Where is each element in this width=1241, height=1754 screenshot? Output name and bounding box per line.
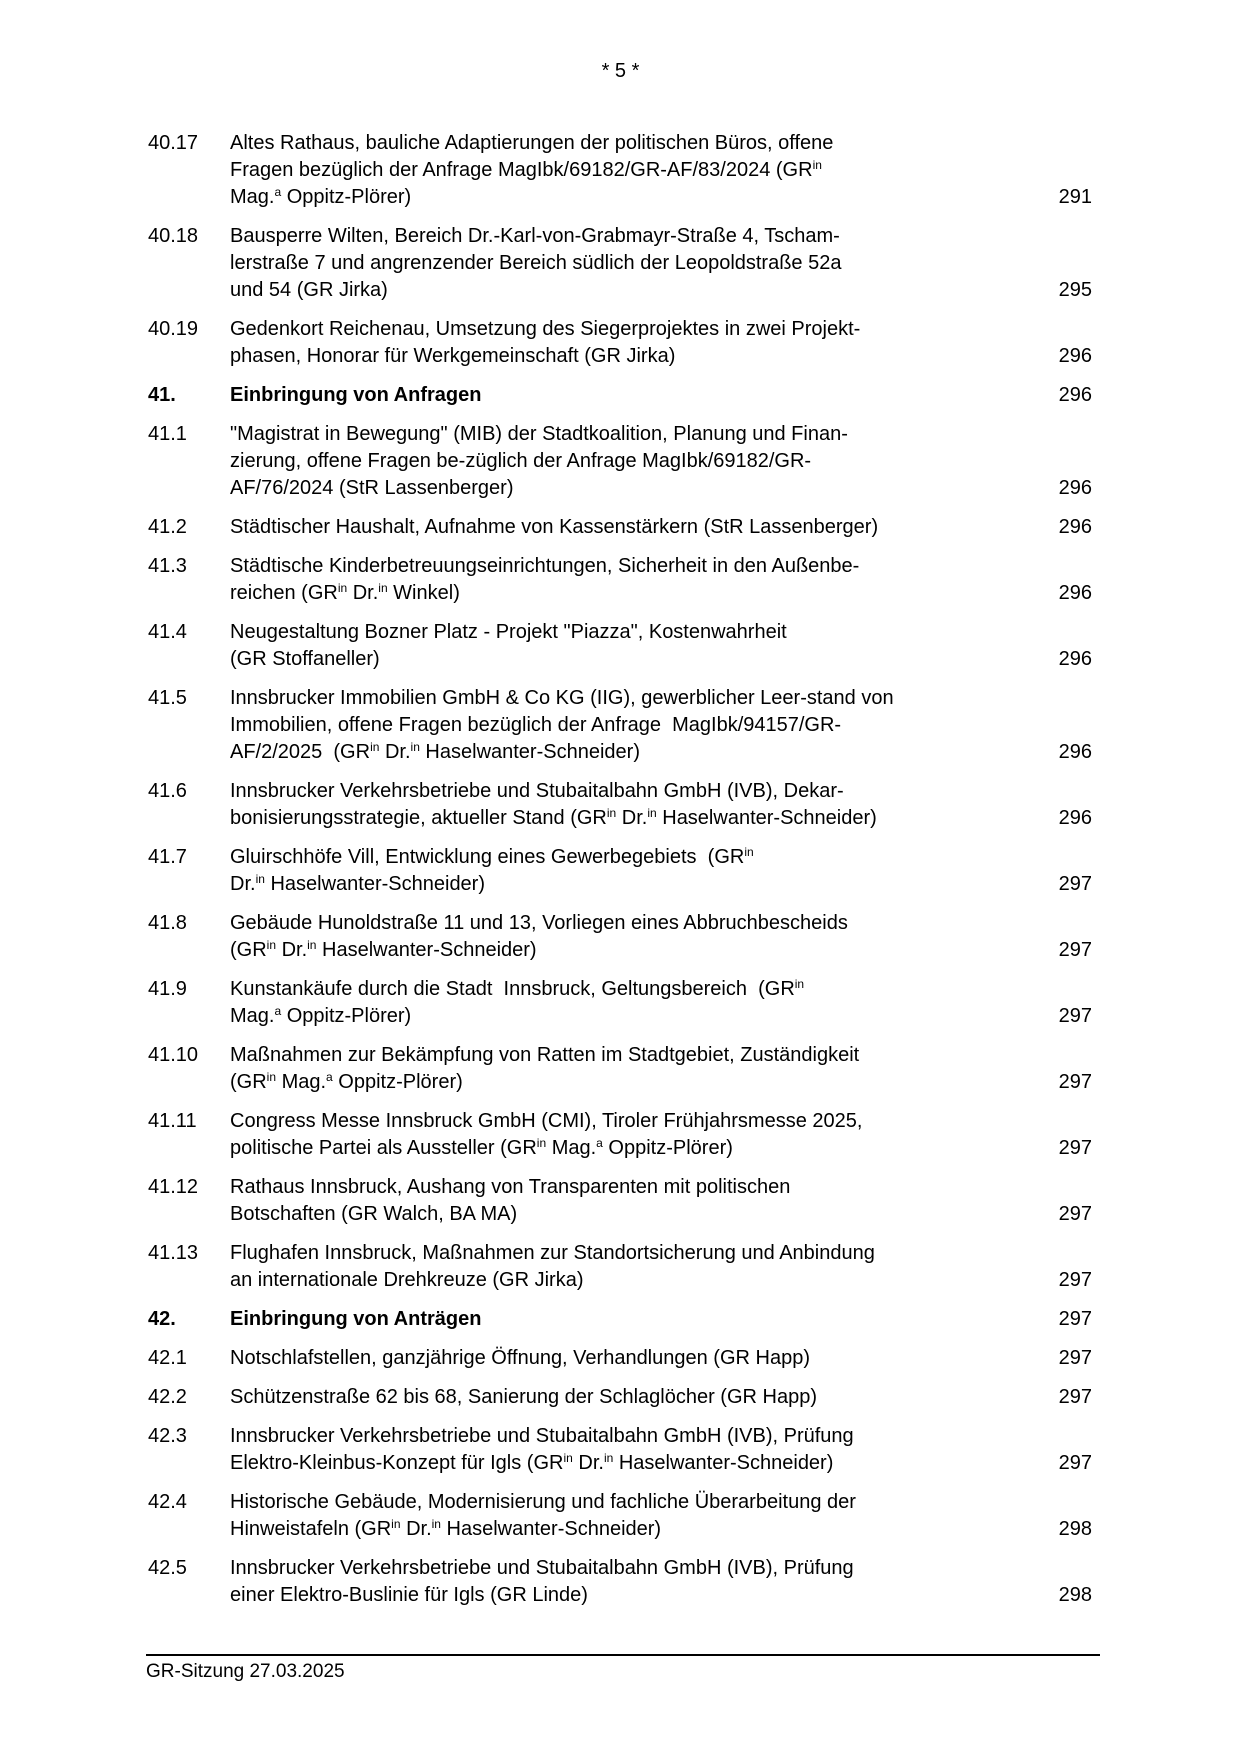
- footer-divider: [146, 1654, 1100, 1656]
- item-page-number: 291: [1058, 186, 1092, 208]
- item-text-line: Dr.$^{in}$ Haselwanter-Schneider): [230, 872, 486, 895]
- toc-item: [148, 910, 1092, 964]
- item-page-number: 298: [1058, 1584, 1092, 1606]
- item-number: 42.: [148, 1308, 176, 1330]
- item-text: [230, 1489, 1032, 1543]
- item-text-line: Gluirschhöfe Vill, Entwicklung eines Gewerbegebiets ($GR^{in}$: [230, 845, 754, 868]
- item-text-line: AF/2/2025 ($GR^{in}$ Dr.$^{in}$ Haselwanter-Schneider): [230, 740, 640, 763]
- toc-item: [148, 553, 1092, 607]
- item-page-number: 297: [1058, 1347, 1092, 1369]
- item-text-line: Kunstankäufe durch die Stadt Innsbruck, Geltungsbereich ($GR^{in}$: [230, 977, 805, 1000]
- item-text-line: Innsbrucker Verkehrsbetriebe und Stubaitalbahn GmbH (IVB), Prüfung: [230, 1425, 854, 1447]
- toc-item: [148, 685, 1092, 766]
- item-number: 42.1: [148, 1347, 187, 1369]
- item-text: [230, 1555, 1032, 1609]
- item-text-line: Mag.$^a$ Oppitz-Plörer): [230, 1004, 412, 1027]
- item-text: [230, 553, 1032, 607]
- item-text-line: ($GR^{in}$ Mag.$^a$ Oppitz-Plörer): [230, 1070, 463, 1093]
- item-text: [230, 1042, 1032, 1096]
- item-text-line: Congress Messe Innsbruck GmbH (CMI), Tiroler Frühjahrsmesse 2025,: [230, 1110, 863, 1132]
- item-number: 41.6: [148, 780, 187, 802]
- item-text-line: reichen ($GR^{in}$ Dr.$^{in}$ Winkel): [230, 581, 460, 604]
- toc-item: [148, 1489, 1092, 1543]
- toc-item: [148, 1042, 1092, 1096]
- item-text-line: Flughafen Innsbruck, Maßnahmen zur Standortsicherung und Anbindung: [230, 1242, 875, 1264]
- toc-item: [148, 619, 1092, 673]
- item-text: [230, 619, 1032, 673]
- item-text-line: Fragen bezüglich der Anfrage MagIbk/69182/GR-AF/83/2024 ($GR^{in}$: [230, 158, 822, 181]
- item-number: 41.13: [148, 1242, 199, 1264]
- item-number: 41.8: [148, 912, 187, 934]
- item-text-line: zierung, offene Fragen be-züglich der Anfrage MagIbk/69182/GR-: [230, 450, 812, 472]
- item-text-line: Mag.$^a$ Oppitz-Plörer): [230, 185, 412, 208]
- item-text-line: Einbringung von Anfragen: [230, 384, 482, 406]
- item-number: 41.7: [148, 846, 187, 868]
- toc-item: [148, 316, 1092, 370]
- item-page-number: 296: [1058, 477, 1092, 499]
- item-text-line: Innsbrucker Verkehrsbetriebe und Stubaitalbahn GmbH (IVB), Dekar-: [230, 780, 844, 802]
- toc-item: [148, 1555, 1092, 1609]
- item-text-line: Neugestaltung Bozner Platz - Projekt "Piazza", Kostenwahrheit: [230, 621, 787, 643]
- item-text-line: phasen, Honorar für Werkgemeinschaft (GR Jirka): [230, 345, 676, 367]
- item-text: [230, 976, 1032, 1030]
- item-text-line: Gebäude Hunoldstraße 11 und 13, Vorliegen eines Abbruchbescheids: [230, 912, 848, 934]
- toc-item: [148, 778, 1092, 832]
- item-page-number: 297: [1058, 1005, 1092, 1027]
- item-text-line: Einbringung von Anträgen: [230, 1308, 482, 1330]
- table-of-contents: [148, 130, 1092, 1621]
- item-text-line: ($GR^{in}$ Dr.$^{in}$ Haselwanter-Schneider): [230, 938, 537, 961]
- item-page-number: 295: [1058, 279, 1092, 301]
- item-text: [230, 514, 1032, 541]
- toc-item: [148, 1108, 1092, 1162]
- toc-item: [148, 1306, 1092, 1333]
- item-text-line: Altes Rathaus, bauliche Adaptierungen der politischen Büros, offene: [230, 132, 834, 154]
- item-page-number: 296: [1058, 648, 1092, 670]
- item-page-number: 297: [1058, 1137, 1092, 1159]
- item-text: [230, 1108, 1032, 1162]
- item-text-line: Immobilien, offene Fragen bezüglich der Anfrage MagIbk/94157/GR-: [230, 714, 842, 736]
- item-text: [230, 130, 1032, 211]
- item-text: [230, 1384, 1032, 1411]
- item-number: 41.5: [148, 687, 187, 709]
- item-number: 40.17: [148, 132, 199, 154]
- item-text: [230, 1174, 1032, 1228]
- page-footer: [146, 1654, 1100, 1684]
- toc-item: [148, 1174, 1092, 1228]
- item-text: [230, 1345, 1032, 1372]
- item-text-line: Elektro-Kleinbus-Konzept für Igls ($GR^{in}$ Dr.$^{in}$ Haselwanter-Schneider): [230, 1451, 834, 1474]
- item-number: 41.2: [148, 516, 187, 538]
- item-text: [230, 382, 1032, 409]
- item-number: 42.4: [148, 1491, 187, 1513]
- item-text: [230, 316, 1032, 370]
- toc-item: [148, 1345, 1092, 1372]
- item-number: 41.1: [148, 423, 187, 445]
- toc-item: [148, 1240, 1092, 1294]
- item-text-line: Städtische Kinderbetreuungseinrichtungen, Sicherheit in den Außenbe-: [230, 555, 860, 577]
- item-page-number: 296: [1058, 516, 1092, 538]
- item-text-line: Innsbrucker Verkehrsbetriebe und Stubaitalbahn GmbH (IVB), Prüfung: [230, 1557, 854, 1579]
- item-number: 40.18: [148, 225, 199, 247]
- item-text-line: Gedenkort Reichenau, Umsetzung des Siegerprojektes in zwei Projekt-: [230, 318, 861, 340]
- footer-text: GR-Sitzung 27.03.2025: [146, 1661, 345, 1682]
- item-text-line: Maßnahmen zur Bekämpfung von Ratten im Stadtgebiet, Zuständigkeit: [230, 1044, 860, 1066]
- item-page-number: 297: [1058, 1386, 1092, 1408]
- item-page-number: 296: [1058, 807, 1092, 829]
- item-page-number: 296: [1058, 345, 1092, 367]
- item-text-line: Bausperre Wilten, Bereich Dr.-Karl-von-Grabmayr-Straße 4, Tscham-: [230, 225, 840, 247]
- item-number: 41.: [148, 384, 176, 406]
- item-page-number: 297: [1058, 1071, 1092, 1093]
- item-text-line: und 54 (GR Jirka): [230, 279, 388, 301]
- item-number: 40.19: [148, 318, 199, 340]
- item-text: [230, 421, 1032, 502]
- item-number: 41.12: [148, 1176, 199, 1198]
- item-text: [230, 1306, 1032, 1333]
- item-text: [230, 910, 1032, 964]
- item-text-line: Hinweistafeln ($GR^{in}$ Dr.$^{in}$ Haselwanter-Schneider): [230, 1517, 662, 1540]
- item-text-line: Notschlafstellen, ganzjährige Öffnung, Verhandlungen (GR Happ): [230, 1347, 810, 1369]
- item-text: [230, 685, 1032, 766]
- item-text-line: (GR Stoffaneller): [230, 648, 380, 670]
- toc-item: [148, 223, 1092, 304]
- item-number: 41.4: [148, 621, 187, 643]
- item-page-number: 298: [1058, 1518, 1092, 1540]
- item-text-line: an internationale Drehkreuze (GR Jirka): [230, 1269, 584, 1291]
- item-page-number: 297: [1058, 873, 1092, 895]
- item-page-number: 297: [1058, 1203, 1092, 1225]
- toc-item: [148, 382, 1092, 409]
- item-text: [230, 223, 1032, 304]
- item-text: [230, 844, 1032, 898]
- item-text-line: lerstraße 7 und angrenzender Bereich südlich der Leopoldstraße 52a: [230, 252, 842, 274]
- item-text-line: "Magistrat in Bewegung" (MIB) der Stadtkoalition, Planung und Finan-: [230, 423, 848, 445]
- item-text: [230, 1240, 1032, 1294]
- item-page-number: 297: [1058, 1308, 1092, 1330]
- item-number: 41.11: [148, 1110, 197, 1132]
- toc-item: [148, 130, 1092, 211]
- item-number: 41.3: [148, 555, 187, 577]
- item-page-number: 297: [1058, 1452, 1092, 1474]
- item-text-line: Rathaus Innsbruck, Aushang von Transparenten mit politischen: [230, 1176, 791, 1198]
- toc-item: [148, 844, 1092, 898]
- item-page-number: 296: [1058, 741, 1092, 763]
- item-text-line: Schützenstraße 62 bis 68, Sanierung der Schlaglöcher (GR Happ): [230, 1386, 817, 1408]
- item-text-line: Botschaften (GR Walch, BA MA): [230, 1203, 518, 1225]
- item-page-number: 296: [1058, 384, 1092, 406]
- toc-item: [148, 976, 1092, 1030]
- toc-item: [148, 1423, 1092, 1477]
- item-text: [230, 1423, 1032, 1477]
- item-text-line: Innsbrucker Immobilien GmbH & Co KG (IIG), gewerblicher Leer-stand von: [230, 687, 894, 709]
- item-page-number: 297: [1058, 1269, 1092, 1291]
- item-text-line: Historische Gebäude, Modernisierung und fachliche Überarbeitung der: [230, 1491, 856, 1513]
- item-page-number: 297: [1058, 939, 1092, 961]
- item-number: 42.5: [148, 1557, 187, 1579]
- toc-item: [148, 421, 1092, 502]
- item-number: 42.3: [148, 1425, 187, 1447]
- item-text-line: politische Partei als Aussteller ($GR^{in}$ Mag.$^a$ Oppitz-Plörer): [230, 1136, 733, 1159]
- item-number: 41.9: [148, 978, 187, 1000]
- page-number-marker: * 5 *: [601, 60, 640, 82]
- item-text-line: einer Elektro-Buslinie für Igls (GR Linde): [230, 1584, 588, 1606]
- item-text-line: Städtischer Haushalt, Aufnahme von Kassenstärkern (StR Lassenberger): [230, 516, 879, 538]
- item-text-line: bonisierungsstrategie, aktueller Stand ($GR^{in}$ Dr.$^{in}$ Haselwanter-Schneider): [230, 806, 877, 829]
- item-number: 41.10: [148, 1044, 199, 1066]
- toc-item: [148, 514, 1092, 541]
- item-text: [230, 778, 1032, 832]
- item-text-line: AF/76/2024 (StR Lassenberger): [230, 477, 514, 499]
- toc-item: [148, 1384, 1092, 1411]
- item-number: 42.2: [148, 1386, 187, 1408]
- item-page-number: 296: [1058, 582, 1092, 604]
